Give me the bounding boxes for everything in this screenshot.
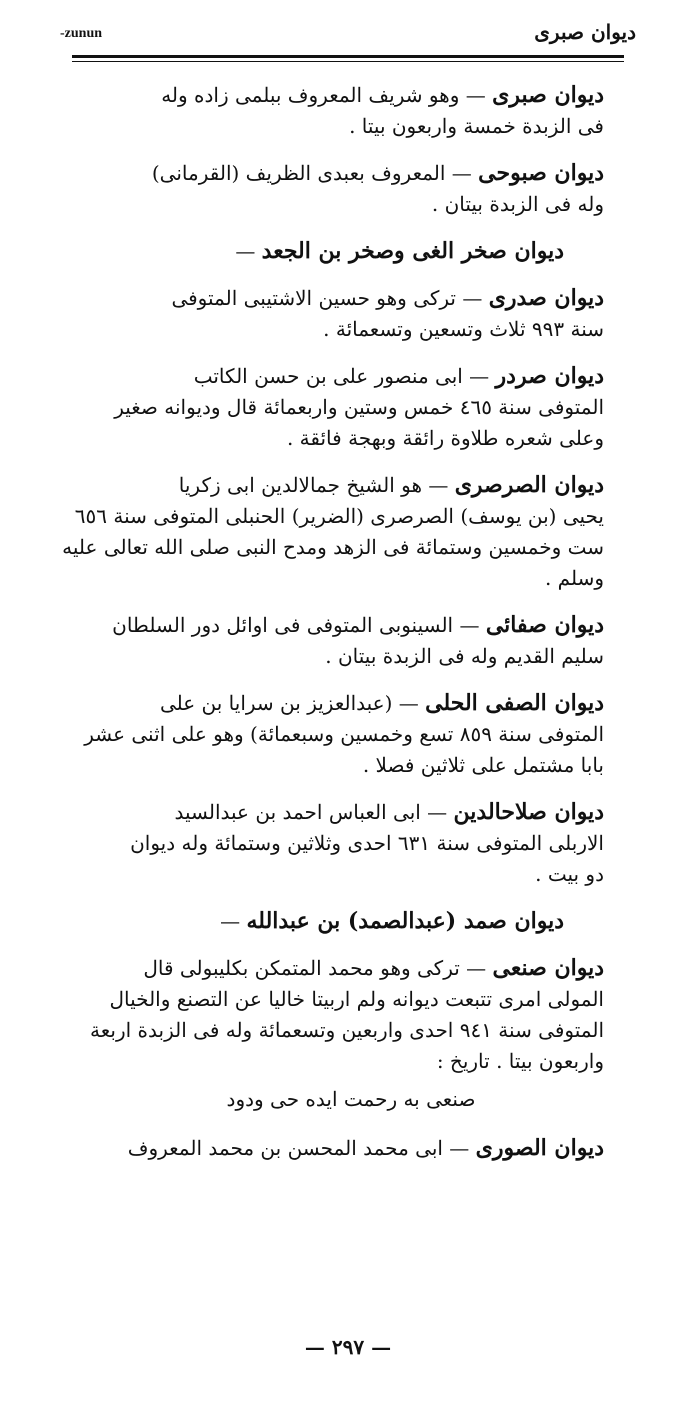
entry-sabuhi <box>98 158 604 220</box>
entry-line <box>98 236 604 267</box>
entry-line: دو بيت . <box>535 862 604 886</box>
entry-text: — تركى وهو محمد المتمكن بكليبولى قال <box>143 956 493 980</box>
entry-safai <box>98 610 604 672</box>
entry-sarsari <box>62 470 604 594</box>
entry-line <box>98 283 604 314</box>
entry-sanai <box>90 953 604 1077</box>
entry-line <box>98 361 604 392</box>
entry-text: — <box>235 239 262 263</box>
entry-safi-hilli <box>84 688 604 781</box>
entry-text: — ابى محمد المحسن بن محمد المعروف <box>127 1136 476 1160</box>
entry-line <box>98 158 604 189</box>
entry-text: — <box>220 909 247 933</box>
entry-title: ديوان صردر <box>495 363 604 389</box>
entry-text: — (عبدالعزيز بن سرايا بن على <box>159 691 426 715</box>
entry-sardar <box>98 361 604 454</box>
entry-line: المتوفى سنة ٨٥٩ تسع وخمسين وسبعمائة) وهو على اثنى عشر <box>84 722 604 746</box>
entry-line: المتوفى سنة ٤٦٥ خمس وستين واربعمائة قال وديوانه صغير <box>114 395 604 419</box>
entry-text: — السينوبى المتوفى فى اوائل دور السلطان <box>112 613 486 637</box>
entry-salahuddin <box>98 797 604 890</box>
entry-text: — تركى وهو حسين الاشتيبى المتوفى <box>171 286 489 310</box>
entry-line <box>98 610 604 641</box>
page-header <box>60 14 636 54</box>
entry-line <box>98 797 604 828</box>
entry-samad <box>98 906 604 937</box>
entry-line: المتوفى سنة ٩٤١ احدى واربعين وتسعمائة وله فى الزبدة اربعة <box>90 1018 604 1042</box>
entry-line: واربعون بيتا . تاريخ : <box>436 1049 604 1073</box>
page-body <box>62 80 604 1180</box>
entry-title: ديوان صلاحالدين <box>453 799 604 825</box>
entry-title: ديوان صفائى <box>485 612 604 638</box>
entry-title: ديوان صدرى <box>488 285 604 311</box>
header-rule <box>72 55 624 62</box>
entry-text: — ابى منصور على بن حسن الكاتب <box>193 364 496 388</box>
running-head-latin: -zunun <box>60 26 103 41</box>
entry-line: سليم القديم وله فى الزبدة بيتان . <box>325 644 604 668</box>
running-head-arabic: ديوان صبرى <box>534 20 636 44</box>
entry-line <box>98 470 604 501</box>
entry-line <box>98 906 604 937</box>
entry-line: سنة ٩٩٣ ثلاث وتسعين وتسعمائة . <box>323 317 604 341</box>
entry-line: ست وخمسين وستمائة فى الزهد ومدح النبى صلى الله تعالى عليه <box>62 535 604 559</box>
entry-line <box>98 1133 604 1164</box>
entry-line: المولى امرى تتبعت ديوانه ولم اربيتا خاليا عن التصنع والخيال <box>109 987 604 1011</box>
entry-text: — هو الشيخ جمالالدين ابى زكريا <box>178 473 455 497</box>
entry-line <box>98 953 604 984</box>
entry-sadri <box>98 283 604 345</box>
entry-title: ديوان صمد (عبدالصمد) بن عبدالله <box>246 908 564 934</box>
entry-title: ديوان صبرى <box>492 82 604 108</box>
entry-text: — المعروف بعبدى الظريف (القرمانى) <box>151 161 479 185</box>
entry-suri <box>98 1133 604 1164</box>
entry-title: ديوان الصرصرى <box>454 472 604 498</box>
entry-sakhr <box>98 236 604 267</box>
entry-text: — ابى العباس احمد بن عبدالسيد <box>174 800 454 824</box>
entry-line: الاربلى المتوفى سنة ٦٣١ احدى وثلاثين وستمائة وله ديوان <box>130 831 604 855</box>
entry-line: وسلم . <box>544 566 604 590</box>
entry-title: ديوان صخر الغى وصخر بن الجعد <box>261 238 564 264</box>
entry-line: فى الزبدة خمسة واربعون بيتا . <box>349 114 604 138</box>
entry-title: ديوان الصورى <box>475 1135 604 1161</box>
entry-line <box>98 80 604 111</box>
entry-text: — وهو شريف المعروف ببلمى زاده وله <box>161 83 493 107</box>
entry-title: ديوان صبوحى <box>478 160 604 186</box>
entry-line: بابا مشتمل على ثلاثين فصلا . <box>362 753 604 777</box>
page-number: — ٢٩٧ — <box>304 1335 392 1359</box>
entry-sabri <box>98 80 604 142</box>
entry-line: يحيى (بن يوسف) الصرصرى (الضرير) الحنبلى المتوفى سنة ٦٥٦ <box>74 504 604 528</box>
entry-line: وعلى شعره طلاوة رائقة وبهجة فائقة . <box>286 426 604 450</box>
verse-chronogram: صنعى به رحمت ايده حى ودود <box>226 1087 476 1111</box>
entry-title: ديوان صنعى <box>492 955 604 981</box>
entry-line: وله فى الزبدة بيتان . <box>431 192 604 216</box>
entry-title: ديوان الصفى الحلى <box>425 690 604 716</box>
entry-line <box>98 688 604 719</box>
